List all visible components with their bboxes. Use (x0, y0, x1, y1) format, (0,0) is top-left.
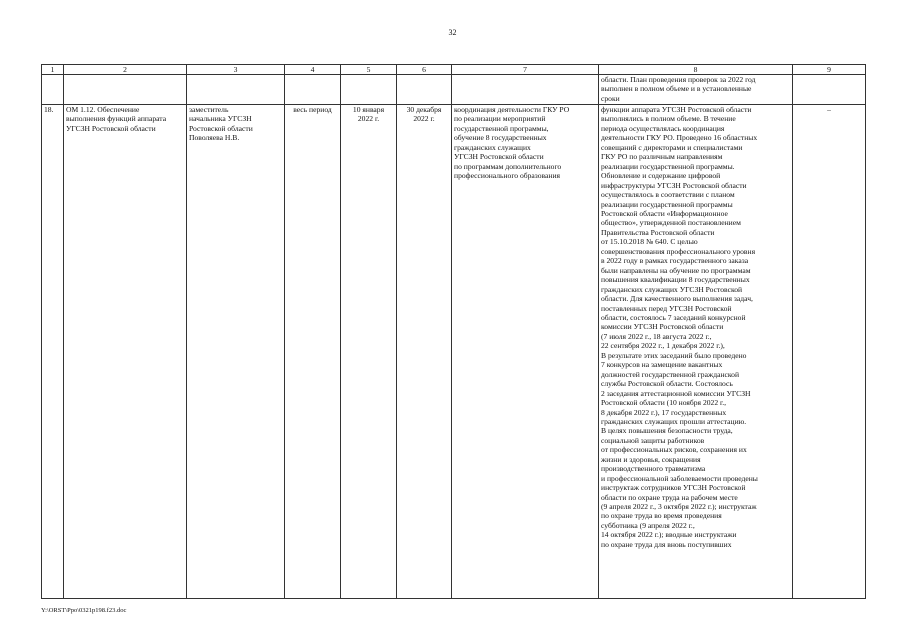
row-number: 18. (42, 105, 64, 599)
actual-result-line: В целях повышения безопасности труда, (601, 426, 733, 436)
actual-result-line: по охране труда для вновь поступивших (601, 539, 732, 549)
actual-result-line: повышения квалификации 8 государственных (601, 275, 750, 285)
start-date-cell (341, 105, 397, 599)
actual-result-line: совершенствования профессионального уровня (601, 246, 756, 256)
planned-result-line: профессионального образования (454, 171, 561, 181)
end-date-cell (397, 105, 452, 599)
planned-result-line: государственной программы, (454, 123, 549, 133)
column-number-row (42, 65, 866, 75)
actual-result-line: Ростовской области «Информационное (601, 208, 728, 218)
continuation-line: сроки (601, 93, 620, 103)
planned-result-line: по программам дополнительного (454, 161, 562, 171)
start-date-line: 10 января (352, 105, 385, 114)
table-row (42, 105, 866, 599)
column-number-5: 5 (341, 65, 397, 75)
measure-cell (64, 105, 187, 599)
file-path-footer: Y:\ORST\Ppo\0321p198.f23.doc (41, 607, 127, 614)
end-date-line: 2022 г. (413, 114, 435, 124)
column-number-1: 1 (42, 65, 64, 75)
actual-result-line: области по охране труда на рабочем месте (601, 492, 738, 502)
actual-result-line: В результате этих заседаний было проведено (601, 350, 747, 360)
actual-result-line: 2 заседания аттестационной комиссии УГСЗН (601, 388, 751, 398)
column-number-7: 7 (452, 65, 599, 75)
page-number: 32 (448, 28, 457, 37)
actual-result-line: общество», утвержденной постановлением (601, 218, 741, 228)
actual-result-line: 22 сентября 2022 г., 1 декабря 2022 г.), (601, 341, 725, 351)
actual-result-line: гражданских служащих прошли аттестацию. (601, 416, 747, 426)
column-number-8: 8 (599, 65, 793, 75)
continuation-text (599, 75, 793, 105)
continuation-row (42, 75, 866, 105)
measure-line: ОМ 1.12. Обеспечение (66, 105, 140, 114)
actual-result-line: в 2022 году в рамках государственного заказа (601, 256, 749, 266)
actual-result-line: гражданских служащих УГСЗН Ростовской (601, 284, 743, 294)
responsible-line: начальника УГСЗН (189, 114, 252, 124)
actual-result-line: жизни и здоровья, сокращения (601, 454, 701, 464)
actual-result-line: по охране труда во время проведения (601, 511, 722, 521)
report-table (41, 64, 866, 599)
column-number-3: 3 (187, 65, 285, 75)
column-number-2: 2 (64, 65, 187, 75)
actual-result-line: должностей государственной гражданской (601, 369, 740, 379)
measure-line: УГСЗН Ростовской области (66, 123, 156, 133)
actual-result-line: службы Ростовской области. Состоялось (601, 379, 733, 389)
actual-result-line: совещаний с директорами и специалистами (601, 142, 743, 152)
actual-result-line: деятельности ГКУ РО. Проведено 16 областных (601, 133, 758, 143)
column-number-6: 6 (397, 65, 452, 75)
actual-result-cell (599, 105, 793, 599)
responsible-line: Ростовской области (189, 123, 253, 133)
continuation-line: выполнен в полном объеме и в установленные (601, 84, 752, 94)
actual-result-line: (7 июля 2022 г., 18 августа 2022 г., (601, 331, 712, 341)
period-cell: весь период (285, 105, 341, 599)
actual-result-line: 7 конкурсов на замещение вакантных (601, 360, 723, 370)
actual-result-line: функции аппарата УГСЗН Ростовской области (601, 105, 752, 114)
actual-result-line: ГКУ РО по различным направлениям (601, 152, 723, 162)
actual-result-line: Правительства Ростовской области (601, 227, 715, 237)
end-date-line: 30 декабря (406, 105, 442, 114)
actual-result-line: 8 декабря 2022 г.), 17 государственных (601, 407, 727, 417)
actual-result-line: инфраструктуры УГСЗН Ростовской области (601, 180, 747, 190)
note-cell: – (793, 105, 866, 599)
actual-result-line: области. Для качественного выполнения задач, (601, 294, 753, 304)
actual-result-line: от профессиональных рисков, сохранения их (601, 445, 747, 455)
actual-result-line: 14 октября 2022 г.); вводные инструктажи (601, 530, 737, 540)
actual-result-line: от 15.10.2018 № 640. С целью (601, 237, 698, 247)
actual-result-line: области, состоялось 7 заседаний конкурсной (601, 312, 746, 322)
actual-result-line: выполнялись в полном объеме. В течение (601, 114, 736, 124)
planned-result-line: координация деятельности ГКУ РО (454, 105, 570, 114)
measure-line: выполнения функций аппарата (66, 114, 167, 124)
actual-result-line: осуществлялось в соответствии с планом (601, 190, 735, 200)
start-date-line: 2022 г. (357, 114, 380, 124)
actual-result-line: были направлены на обучение по программам (601, 265, 751, 275)
actual-result-line: и профессиональной заболеваемости проведены (601, 473, 758, 483)
continuation-line: области. План проведения проверок за 2022 год (601, 75, 756, 84)
column-number-4: 4 (285, 65, 341, 75)
actual-result-line: социальной защиты работников (601, 435, 705, 445)
planned-result-line: гражданских служащих (454, 142, 531, 152)
planned-result-line: по реализации мероприятий (454, 114, 546, 124)
planned-result-cell (452, 105, 599, 599)
actual-result-line: периода осуществлялась координация (601, 123, 725, 133)
column-number-9: 9 (793, 65, 866, 75)
actual-result-line: субботника (9 апреля 2022 г., (601, 520, 695, 530)
actual-result-line: поставленных перед УГСЗН Ростовской (601, 303, 732, 313)
responsible-line: заместитель (189, 105, 229, 114)
actual-result-line: комиссии УГСЗН Ростовской области (601, 322, 724, 332)
planned-result-line: обучение 8 государственных (454, 133, 547, 143)
actual-result-line: Ростовской области (10 ноября 2022 г., (601, 398, 727, 408)
actual-result-line: инструктаж сотрудников УГСЗН Ростовской (601, 483, 746, 493)
planned-result-line: УГСЗН Ростовской области (454, 152, 544, 162)
actual-result-line: Обновление и содержание цифровой (601, 171, 721, 181)
actual-result-line: (9 апреля 2022 г., 3 октября 2022 г.); инструктаж (601, 502, 757, 512)
responsible-line: Поволяева Н.В. (189, 133, 240, 143)
actual-result-line: реализации государственной программы. (601, 161, 735, 171)
actual-result-line: реализации государственной программы (601, 199, 733, 209)
actual-result-line: производственного травматизма (601, 464, 706, 474)
responsible-cell (187, 105, 285, 599)
